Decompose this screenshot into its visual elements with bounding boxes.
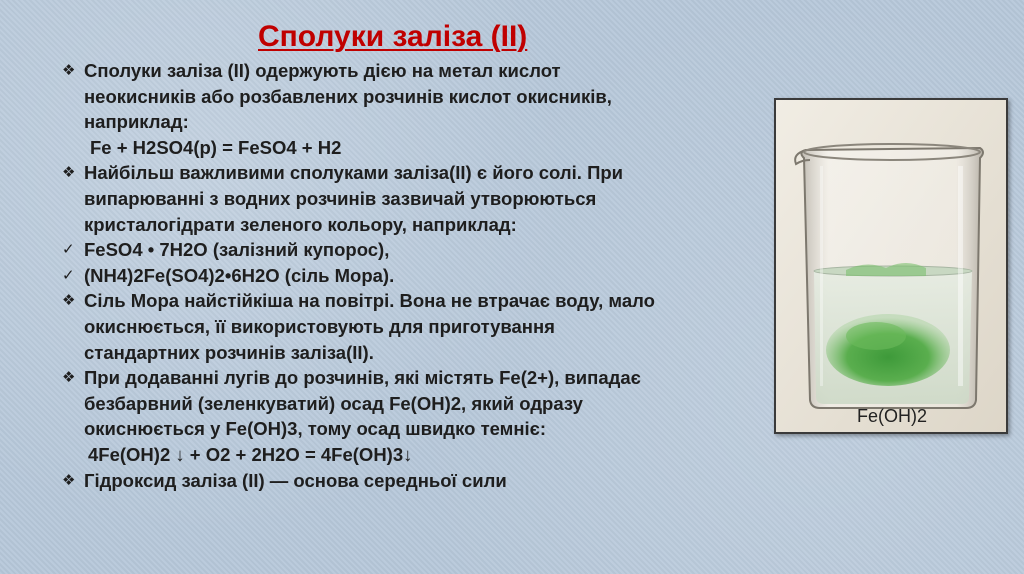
checkmark-icon: ✓ [62, 240, 75, 259]
equation-oxidation: 4Fe(OH)2 ↓ + O2 + 2H2O = 4Fe(OH)3↓ [88, 443, 413, 465]
bullet-obtaining [62, 58, 762, 135]
diamond-bullet-icon: ❖ [62, 368, 76, 387]
text-line: Сполуки заліза (ІІ) одержують дією на метал кислот [84, 60, 561, 81]
slide-title: Сполуки заліза (ІІ) [258, 20, 528, 53]
diamond-bullet-icon: ❖ [62, 163, 76, 182]
text-line: Гідроксид заліза (ІІ) — основа середньої сили [84, 469, 507, 491]
slide-content [62, 58, 762, 493]
text-line: безбарвний (зеленкуватий) осад Fe(OH)2, який одразу [84, 392, 583, 414]
check-item-iron-vitriol [62, 237, 762, 263]
text-line: (NH4)2Fe(SO4)2•6H2O (сіль Мора). [84, 264, 395, 286]
bullet-hydroxide [62, 468, 762, 494]
text-line: неокисників або розбавлених розчинів кислот окисників, [84, 85, 612, 107]
text-line: кристалогідрати зеленого кольору, наприклад: [84, 213, 517, 235]
beaker-illustration [776, 100, 1006, 432]
equation-fe-h2so4: Fe + H2SO4(р) = FeSO4 + H2 [90, 136, 342, 158]
text-line: окиснюється, її використовують для приготування [84, 315, 555, 337]
diamond-bullet-icon: ❖ [62, 291, 76, 310]
text-line: наприклад: [84, 111, 189, 133]
text-line: Сіль Мора найстійкіша на повітрі. Вона не втрачає воду, мало [84, 290, 655, 312]
bullet-alkali [62, 365, 762, 442]
bullet-mohr-salt [62, 288, 762, 365]
text-line: Найбільш важливими сполуками заліза(ІІ) є його солі. При [84, 162, 624, 184]
text-line: При додаванні лугів до розчинів, які містять Fe(2+), випадає [84, 367, 641, 389]
check-item-mohr-salt [62, 263, 762, 289]
bullet-salts [62, 160, 762, 237]
diamond-bullet-icon: ❖ [62, 61, 76, 79]
diamond-bullet-icon: ❖ [62, 470, 76, 489]
checkmark-icon: ✓ [62, 265, 75, 284]
beaker-photo [774, 98, 1008, 434]
text-line: стандартних розчинів заліза(ІІ). [84, 341, 374, 363]
text-line: випарюванні з водних розчинів зазвичай утворюються [84, 187, 597, 209]
text-line: FeSO4 • 7H2O (залізний купорос), [84, 239, 390, 261]
text-line: окиснюється у Fe(OH)3, тому осад швидко темніє: [84, 418, 547, 440]
beaker-label: Fe(OH)2 [856, 406, 928, 426]
